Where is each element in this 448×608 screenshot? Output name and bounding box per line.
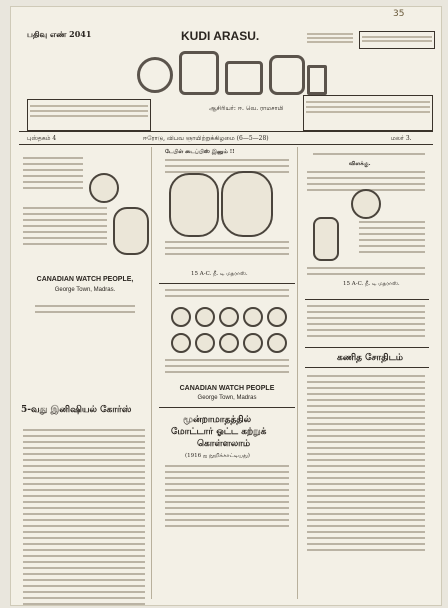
top-rule — [19, 131, 433, 132]
table-ad-heading: டேபிள் டைப்பிஸ் இனும் !! — [165, 149, 235, 155]
ad-rates-box — [303, 95, 433, 131]
lamp-ad-address: 15 A-C. நீ. டி மதராஸ். — [343, 281, 400, 287]
newspaper-title: KUDI ARASU. — [181, 29, 260, 43]
price-box — [359, 31, 435, 49]
motor-heading-2: மோட்டார் ஓட்ட கற்றுக் — [171, 427, 267, 437]
astrology-heading: கணித சோதிடம் — [337, 353, 403, 363]
motor-heading-3: கொள்ளலாம் — [197, 439, 251, 449]
issue-label: மலர் 3. — [391, 135, 412, 142]
second-ad-company: CANADIAN WATCH PEOPLE — [179, 385, 275, 392]
motor-heading-1: மூன்றாமாதத்தில் — [183, 415, 252, 425]
subscription-box — [27, 99, 151, 131]
watch-image — [89, 173, 119, 203]
pocket-watch-image — [169, 173, 219, 237]
subscription-note — [307, 31, 353, 45]
newspaper-page — [10, 6, 442, 606]
page-number: 35 — [393, 9, 405, 19]
second-ad-address: George Town, Madras — [197, 395, 257, 401]
column-two — [157, 147, 298, 599]
pocket-watch-image-2 — [221, 171, 273, 237]
watch-ad-address: George Town, Madras. — [54, 287, 116, 293]
volume-label: புஸ்தகம் 4 — [27, 135, 57, 142]
column-three — [303, 147, 431, 599]
clock-image — [113, 207, 149, 255]
ad-price-line: 15 A-C. நீ. டி மதராஸ். — [191, 271, 248, 277]
issue-number: பதிவு எண் 2041 — [27, 29, 92, 39]
course-headline: 5-வது இனிஷியல் கோர்ஸ் — [21, 405, 132, 415]
column-one — [19, 147, 152, 599]
lamp-image — [351, 189, 381, 219]
masthead-logo — [129, 51, 329, 101]
editor-line: ஆசிரியர்: ஈ. வெ. ராமசாமி — [209, 105, 284, 112]
lamp-ad-heading: விளக்கு. — [349, 161, 371, 167]
watch-ad-company: CANADIAN WATCH PEOPLE, — [36, 276, 134, 283]
dateline: ஈரோடு, விபவ ஞாயிற்றுக்கிழமை (6—5—28) — [143, 135, 269, 142]
dateline-rule — [19, 144, 433, 145]
motor-year-line: (1916 ஐ நூறிக்காட்டியது) — [185, 453, 250, 459]
